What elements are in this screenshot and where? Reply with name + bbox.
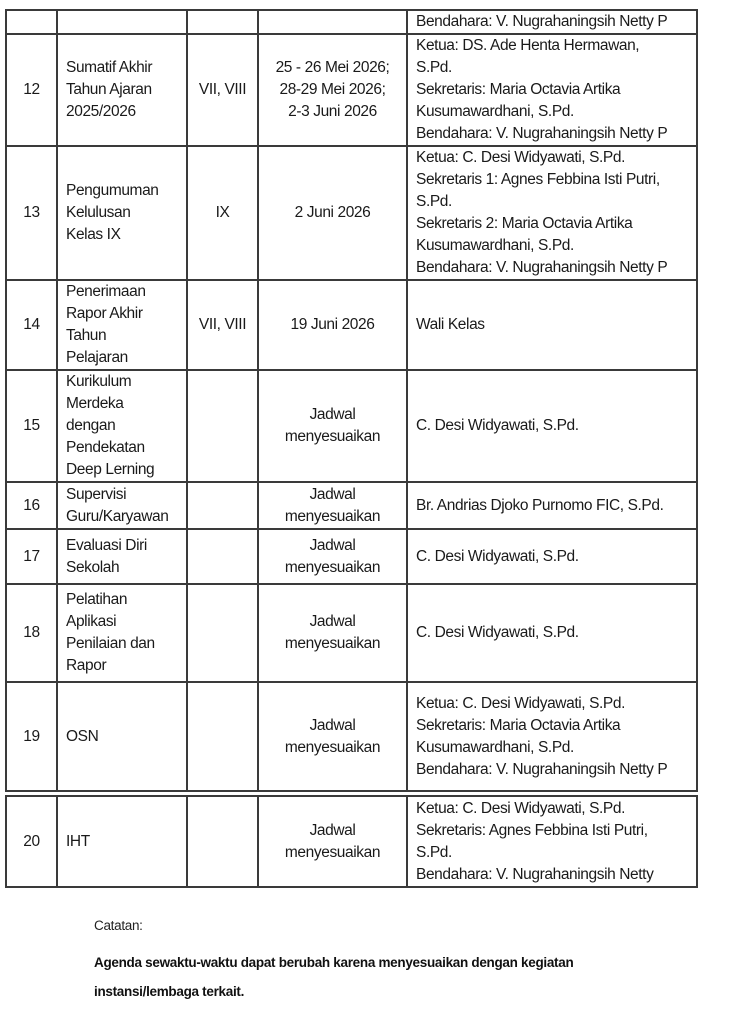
pic-cell xyxy=(407,682,697,791)
table-row xyxy=(6,146,697,280)
pic-line: S.Pd. xyxy=(416,193,452,210)
date-line: Jadwal xyxy=(309,716,356,734)
activity-cell xyxy=(57,796,187,887)
activity-line: 2025/2026 xyxy=(66,103,136,120)
date-line: menyesuaikan xyxy=(284,558,381,576)
activity-cell xyxy=(57,370,187,482)
agenda-table-continued xyxy=(5,795,698,888)
no-cell xyxy=(6,796,57,887)
pic-line: Bendahara: V. Nugrahaningsih Netty P xyxy=(416,13,668,30)
date-line: 19 Juni 2026 xyxy=(290,316,375,333)
activity-cell xyxy=(57,146,187,280)
no-text: 18 xyxy=(23,624,40,641)
pic-line: S.Pd. xyxy=(416,843,452,861)
no-cell xyxy=(6,146,57,280)
activity-line: IHT xyxy=(66,832,90,850)
note-label: Catatan: xyxy=(94,918,143,933)
date-cell xyxy=(258,584,407,682)
pic-cell xyxy=(407,482,697,529)
activity-cell xyxy=(57,34,187,146)
activity-line: Supervisi xyxy=(66,485,127,503)
pic-line: Sekretaris: Maria Octavia Artika xyxy=(416,81,621,98)
activity-line: Kurikulum xyxy=(66,373,132,390)
pic-cell xyxy=(407,10,697,34)
no-text: 14 xyxy=(23,316,40,333)
pic-cell xyxy=(407,584,697,682)
date-cell xyxy=(258,796,407,887)
table-row xyxy=(6,796,697,887)
class-cell xyxy=(187,482,258,529)
date-line: 25 - 26 Mei 2026; xyxy=(275,59,390,76)
activity-line: Guru/Karyawan xyxy=(66,507,169,525)
pic-line: C. Desi Widyawati, S.Pd. xyxy=(416,547,579,565)
date-line: menyesuaikan xyxy=(284,507,381,525)
class-cell xyxy=(187,796,258,887)
activity-line: Rapor xyxy=(66,657,107,674)
class-cell xyxy=(187,146,258,280)
no-cell xyxy=(6,584,57,682)
table-row xyxy=(6,682,697,791)
agenda-table xyxy=(5,9,698,792)
class-text: VII, VIII xyxy=(198,81,247,98)
table-row xyxy=(6,370,697,482)
no-text: 17 xyxy=(23,547,40,565)
table-row xyxy=(6,482,697,529)
activity-line: Penerimaan xyxy=(66,283,146,300)
date-line: 2-3 Juni 2026 xyxy=(288,103,377,120)
activity-cell xyxy=(57,529,187,584)
date-line: Jadwal xyxy=(309,613,356,630)
pic-line: Bendahara: V. Nugrahaningsih Netty P xyxy=(416,125,668,142)
date-line: menyesuaikan xyxy=(284,843,381,861)
pic-line: Ketua: DS. Ade Henta Hermawan, xyxy=(416,37,640,54)
class-text: IX xyxy=(215,204,230,221)
no-cell xyxy=(6,280,57,370)
activity-line: Kelulusan xyxy=(66,204,131,221)
no-cell xyxy=(6,529,57,584)
pic-line: S.Pd. xyxy=(416,59,452,76)
activity-line: Pendekatan xyxy=(66,439,145,456)
no-cell xyxy=(6,682,57,791)
pic-cell xyxy=(407,529,697,584)
date-line: 2 Juni 2026 xyxy=(294,204,371,221)
activity-line: Merdeka xyxy=(66,395,124,412)
activity-cell xyxy=(57,482,187,529)
table-row xyxy=(6,584,697,682)
activity-line: Sekolah xyxy=(66,558,120,576)
activity-line: OSN xyxy=(66,727,99,745)
date-cell xyxy=(258,370,407,482)
class-cell xyxy=(187,10,258,34)
pic-line: Ketua: C. Desi Widyawati, S.Pd. xyxy=(416,799,625,817)
no-text: 19 xyxy=(23,727,40,745)
date-cell xyxy=(258,482,407,529)
pic-cell xyxy=(407,796,697,887)
pic-line: Ketua: C. Desi Widyawati, S.Pd. xyxy=(416,149,625,166)
activity-line: Tahun xyxy=(66,327,107,344)
activity-line: Deep Lerning xyxy=(66,461,155,478)
no-text: 20 xyxy=(23,832,40,850)
class-cell xyxy=(187,34,258,146)
no-text: 16 xyxy=(23,496,40,514)
date-line: Jadwal xyxy=(309,485,356,503)
class-cell xyxy=(187,682,258,791)
date-line: Jadwal xyxy=(309,821,356,839)
pic-line: Br. Andrias Djoko Purnomo FIC, S.Pd. xyxy=(416,496,664,514)
table-row xyxy=(6,10,697,34)
pic-line: Sekretaris: Agnes Febbina Isti Putri, xyxy=(416,821,648,839)
pic-line: Sekretaris: Maria Octavia Artika xyxy=(416,716,621,734)
no-text: 15 xyxy=(23,417,40,434)
date-line: Jadwal xyxy=(309,536,356,554)
activity-line: Evaluasi Diri xyxy=(66,536,147,554)
class-cell xyxy=(187,280,258,370)
date-cell xyxy=(258,10,407,34)
activity-line: dengan xyxy=(66,417,116,434)
no-text: 13 xyxy=(23,204,40,221)
activity-line: Pelatihan xyxy=(66,591,128,608)
date-line: Jadwal xyxy=(309,406,356,423)
pic-cell xyxy=(407,280,697,370)
date-cell xyxy=(258,280,407,370)
pic-cell xyxy=(407,146,697,280)
activity-line: Rapor Akhir xyxy=(66,305,143,322)
pic-line: Wali Kelas xyxy=(416,316,485,333)
activity-line: Kelas IX xyxy=(66,226,121,243)
table-row xyxy=(6,529,697,584)
table-row xyxy=(6,34,697,146)
activity-line: Tahun Ajaran xyxy=(66,81,152,98)
note-text: Agenda sewaktu-waktu dapat berubah karena menyesuaikan dengan kegiatan instansi/lembaga terkait. xyxy=(94,955,574,999)
pic-line: C. Desi Widyawati, S.Pd. xyxy=(416,417,579,434)
no-cell xyxy=(6,34,57,146)
pic-cell xyxy=(407,34,697,146)
class-cell xyxy=(187,584,258,682)
class-cell xyxy=(187,370,258,482)
activity-cell xyxy=(57,584,187,682)
date-cell xyxy=(258,682,407,791)
activity-line: Penilaian dan xyxy=(66,635,155,652)
date-line: 28-29 Mei 2026; xyxy=(279,81,386,98)
date-line: menyesuaikan xyxy=(284,635,381,652)
activity-line: Aplikasi xyxy=(66,613,117,630)
pic-line: Bendahara: V. Nugrahaningsih Netty P xyxy=(416,760,668,778)
pic-line: Sekretaris 1: Agnes Febbina Isti Putri, xyxy=(416,171,660,188)
pic-cell xyxy=(407,370,697,482)
date-line: menyesuaikan xyxy=(284,428,381,445)
date-cell xyxy=(258,146,407,280)
date-cell xyxy=(258,34,407,146)
pic-line: Kusumawardhani, S.Pd. xyxy=(416,103,574,120)
date-line: menyesuaikan xyxy=(284,738,381,756)
no-cell xyxy=(6,482,57,529)
class-text: VII, VIII xyxy=(198,316,247,333)
pic-line: Bendahara: V. Nugrahaningsih Netty P xyxy=(416,259,668,276)
activity-cell xyxy=(57,682,187,791)
no-cell xyxy=(6,370,57,482)
pic-line: C. Desi Widyawati, S.Pd. xyxy=(416,624,579,641)
pic-line: Kusumawardhani, S.Pd. xyxy=(416,738,574,756)
activity-line: Pengumuman xyxy=(66,182,159,199)
table-row xyxy=(6,280,697,370)
pic-line: Ketua: C. Desi Widyawati, S.Pd. xyxy=(416,694,625,712)
class-cell xyxy=(187,529,258,584)
activity-line: Sumatif Akhir xyxy=(66,59,153,76)
activity-cell xyxy=(57,10,187,34)
date-cell xyxy=(258,529,407,584)
no-cell xyxy=(6,10,57,34)
pic-line: Sekretaris 2: Maria Octavia Artika xyxy=(416,215,633,232)
no-text: 12 xyxy=(23,81,40,98)
activity-cell xyxy=(57,280,187,370)
activity-line: Pelajaran xyxy=(66,349,128,366)
pic-line: Bendahara: V. Nugrahaningsih Netty xyxy=(416,865,654,883)
pic-line: Kusumawardhani, S.Pd. xyxy=(416,237,574,254)
